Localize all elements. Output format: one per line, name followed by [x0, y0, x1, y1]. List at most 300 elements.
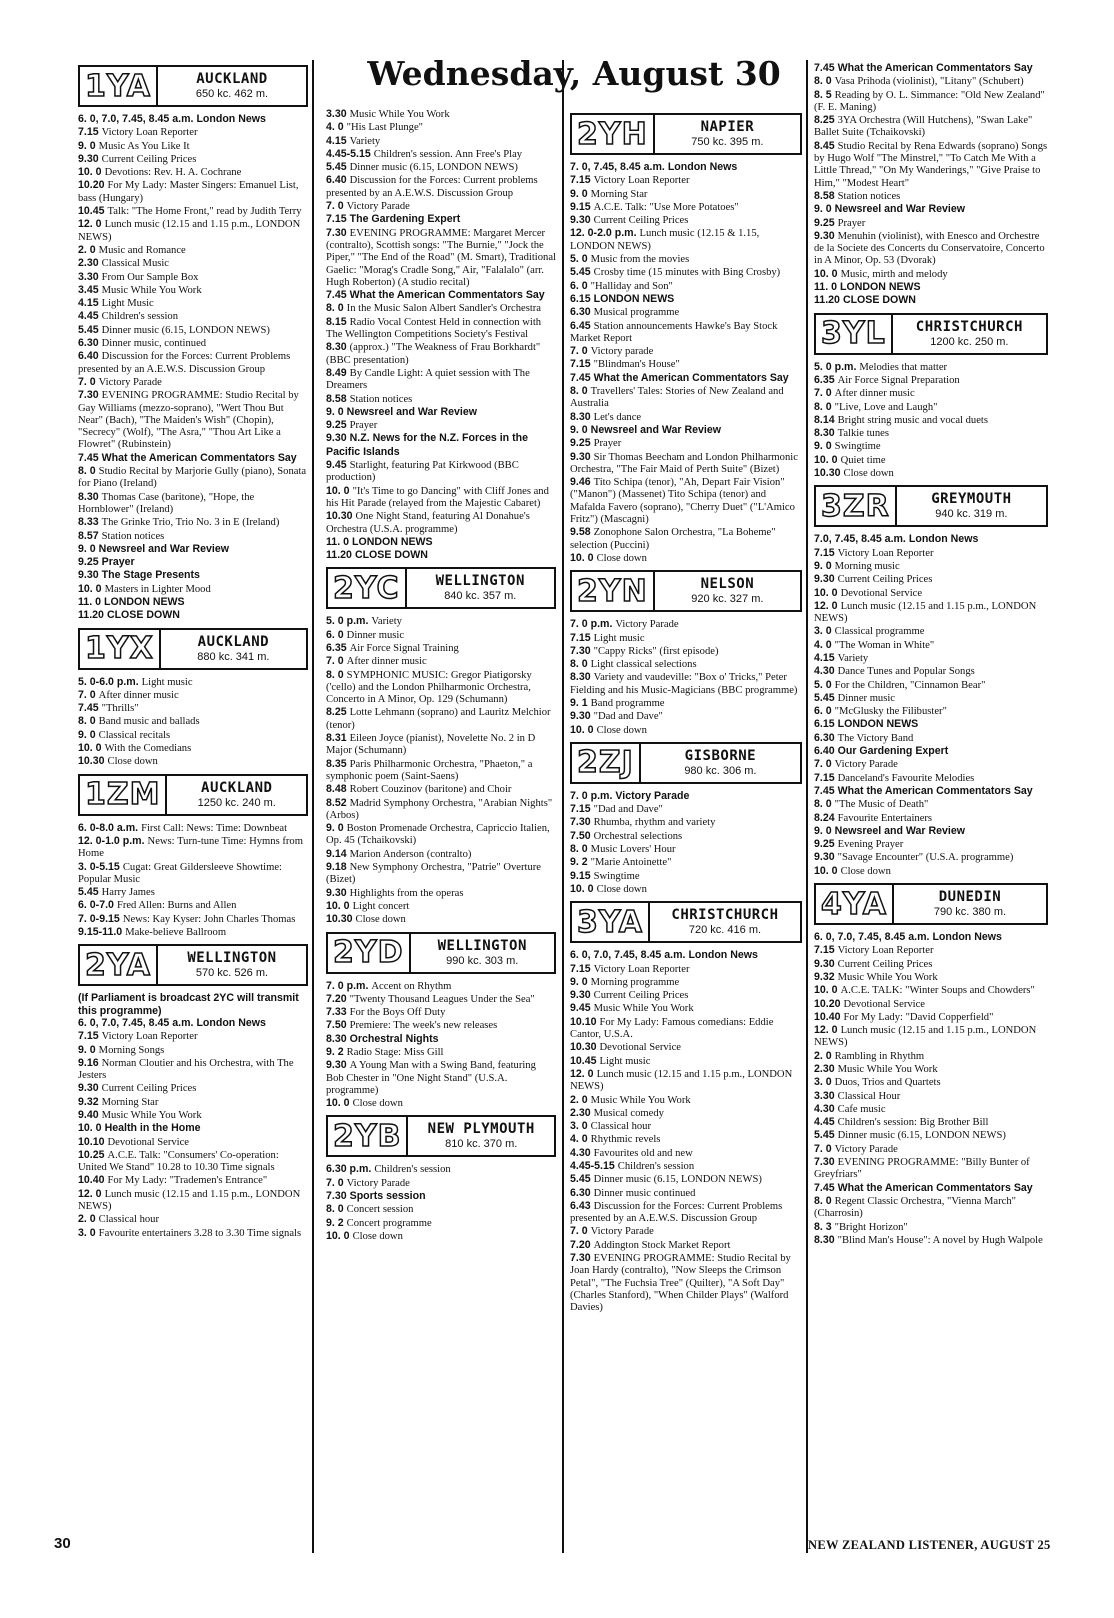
- programme-entry: [570, 306, 802, 319]
- station-frequency: 1250 kc. 240 m.: [197, 796, 276, 809]
- programme-entry: [78, 1227, 308, 1240]
- programme-entry: [570, 949, 802, 962]
- programme-time: 7. 0 p.m.: [570, 789, 613, 802]
- column-rule: [312, 60, 314, 1553]
- programme-title: Melodies that matter: [859, 361, 948, 373]
- programme-time: 9. 0: [78, 139, 96, 152]
- programme-time: 8.15: [326, 315, 347, 328]
- programme-title: Devotional Service: [843, 998, 926, 1010]
- programme-time: 7. 0: [814, 387, 832, 400]
- programme-entry: [814, 387, 1048, 400]
- programme-entry: [326, 161, 556, 174]
- programme-entry: [326, 367, 556, 393]
- programme-time: 7. 0: [814, 1142, 832, 1155]
- programme-entry: [570, 830, 802, 843]
- programme-time: 9.30: [570, 450, 591, 463]
- programme-title: Band programme: [590, 697, 665, 709]
- programme-entry: [78, 310, 308, 323]
- programme-entry: [814, 1024, 1048, 1050]
- programme-title: Victory Parade: [615, 789, 690, 802]
- programme-time: 7.15: [814, 771, 835, 784]
- programme-entry: [814, 440, 1048, 453]
- programme-time: 2.30: [814, 1063, 835, 1075]
- station-frequency: 720 kc. 416 m.: [688, 924, 762, 937]
- programme-title: Close down: [596, 883, 647, 895]
- programme-time: 8. 0: [326, 1203, 344, 1216]
- station-info: [158, 67, 306, 105]
- programme-title: Zonophone Salon Orchestra, "La Boheme" selection (Puccini): [570, 527, 776, 551]
- programme-entry: [814, 230, 1048, 268]
- programme-title: Premiere: The week's new releases: [349, 1020, 498, 1032]
- column-4: [814, 62, 1048, 1528]
- programme-entry: [78, 1149, 308, 1175]
- programme-time: 3.30: [814, 1089, 835, 1102]
- programme-entry: [814, 798, 1048, 811]
- programme-entry: [814, 758, 1048, 771]
- programme-time: 4.45: [78, 310, 99, 323]
- programme-title: The Stage Presents: [101, 569, 200, 582]
- programme-entry: [814, 140, 1048, 190]
- programme-title: Victory Loan Reporter: [101, 127, 198, 139]
- programme-title: Music from the movies: [590, 254, 690, 266]
- programme-time: 9.16: [78, 1056, 99, 1069]
- programme-entry: [78, 140, 308, 153]
- programme-time: 8.35: [326, 757, 347, 770]
- programme-time: 2.30: [570, 1106, 591, 1119]
- programme-time: 10. 0: [326, 484, 350, 497]
- programme-title: Dance Tunes and Popular Songs: [837, 666, 975, 678]
- programme-entry: [814, 998, 1048, 1011]
- programme-title: Light concert: [352, 900, 410, 912]
- programme-title: Victory parade: [590, 346, 654, 358]
- station-frequency: 810 kc. 370 m.: [445, 1138, 518, 1151]
- programme-time: 2. 0: [570, 1093, 588, 1106]
- programme-time: 5. 0: [570, 253, 588, 266]
- programme-title: Victory Loan Reporter: [593, 963, 690, 975]
- programme-time: 8. 5: [814, 88, 832, 101]
- programme-entry: [570, 1187, 802, 1200]
- programme-title: Current Ceiling Prices: [101, 1083, 197, 1095]
- programme-entry: [814, 639, 1048, 652]
- programme-entry: [326, 629, 556, 642]
- programme-title: "McGlusky the Filibuster": [834, 706, 947, 718]
- programme-time: 6. 0, 7.0, 7.45, 8.45 a.m.: [78, 1016, 194, 1029]
- programme-time: 7. 0 p.m.: [570, 618, 613, 631]
- programme-entry: [814, 533, 1048, 546]
- programme-time: 4.30: [814, 665, 835, 678]
- programme-time: 7.30: [326, 226, 347, 239]
- programme-title: Lunch music (12.15 and 1.15 p.m., LONDON NEWS): [814, 600, 1037, 625]
- programme-title: Music While You Work: [101, 1110, 202, 1121]
- programme-time: 7.15: [570, 962, 591, 975]
- programme-title: Morning Songs: [98, 1044, 165, 1056]
- programme-title: Music While You Work: [593, 1003, 694, 1015]
- programme-time: 9.32: [814, 970, 835, 983]
- programme-time: 7.15: [78, 1030, 99, 1043]
- programme-time: 9. 0: [814, 559, 832, 572]
- programme-time: 5.45: [814, 1129, 835, 1142]
- station-header: [570, 901, 802, 943]
- programme-entry: [814, 89, 1048, 115]
- programme-title: Paris Philharmonic Orchestra, "Phaeton," a symphonic poem (Saint-Saens): [326, 758, 533, 782]
- programme-time: 8.30: [78, 490, 99, 503]
- programme-time: 8. 0: [78, 465, 96, 478]
- station-header: [570, 113, 802, 155]
- programme-title: Current Ceiling Prices: [837, 958, 933, 970]
- programme-title: From Our Sample Box: [101, 271, 199, 283]
- station-header: [78, 628, 308, 670]
- programme-entry: [570, 1133, 802, 1146]
- station-name: NAPIER: [700, 119, 755, 135]
- programme-title: "Halliday and Son": [590, 280, 673, 292]
- programme-entry: [570, 1041, 802, 1054]
- station-logo: 2YH: [572, 115, 655, 153]
- programme-time: 9. 2: [326, 1216, 344, 1229]
- programme-time: 7. 0: [78, 688, 96, 701]
- programme-title: Classical hour: [98, 1214, 159, 1226]
- programme-entry: [78, 126, 308, 139]
- programme-time: 7. 0, 7.45, 8.45 a.m.: [570, 161, 665, 173]
- programme-time: 7.30: [570, 816, 591, 829]
- programme-entry: [78, 926, 308, 939]
- station-info: [655, 572, 800, 610]
- programme-time: 5.45: [326, 161, 347, 174]
- programme-title: EVENING PROGRAMME: Studio Recital by Gay Williams (mezzo-soprano), "Wert Thou But Near" (Bach), "The Maiden's Wish" (Chopin), "Secrecy" (Wolf), "The Asra," "Thou Art Like a Flowret" (Rubinstein): [78, 390, 299, 451]
- programme-entry: [78, 543, 308, 556]
- programme-time: 8. 0: [814, 1194, 832, 1207]
- station-info: [167, 776, 306, 814]
- programme-entry: [814, 785, 1048, 798]
- programme-title: Victory Loan Reporter: [101, 1031, 198, 1043]
- programme-entry: [570, 645, 802, 658]
- programme-time: 4.30: [814, 1102, 835, 1115]
- programme-entry: [814, 838, 1048, 851]
- programme-time: 7.45: [78, 702, 99, 715]
- programme-entry: [78, 284, 308, 297]
- programme-entry: [570, 451, 802, 477]
- programme-time: 9.30: [326, 1059, 347, 1072]
- programme-time: 8.30: [814, 427, 835, 440]
- programme-entry: [78, 465, 308, 491]
- programme-entry: [78, 702, 308, 715]
- programme-time: 10. 0: [814, 267, 838, 280]
- station-name: DUNEDIN: [938, 889, 1002, 906]
- programme-time: 11.20: [326, 549, 352, 562]
- programme-time: 7.45: [814, 1181, 835, 1194]
- programme-entry: [78, 886, 308, 899]
- programme-title: Music While You Work: [349, 109, 450, 120]
- programme-title: For My Lady: Master Singers: Emanuel List, bass (Hungary): [78, 180, 299, 204]
- programme-title: Concert session: [346, 1204, 414, 1216]
- programme-title: LONDON NEWS: [593, 292, 675, 305]
- programme-entry: [78, 491, 308, 517]
- programme-title: EVENING PROGRAMME: Studio Recital by Joan Hardy (contralto), "Now Sleeps the Crimson Petal", "The Fuchsia Tree" (Quilter), "A Soft Day" (Charles Stanford), "When Childer Plays" (Walford Davies): [570, 1253, 791, 1314]
- programme-time: 5. 0 p.m.: [326, 615, 369, 628]
- station-logo: 2YA: [80, 946, 158, 984]
- programme-entry: [814, 454, 1048, 467]
- programme-time: 9.15: [570, 200, 591, 213]
- programme-title: In the Music Salon Albert Sandler's Orchestra: [346, 303, 541, 315]
- programme-time: 9.58: [570, 526, 591, 539]
- programme-time: 8.49: [326, 366, 347, 379]
- programme-time: 12. 0-2.0 p.m.: [570, 227, 637, 240]
- programme-time: 8.58: [326, 392, 347, 405]
- programme-time: 4.30: [570, 1146, 591, 1159]
- programme-time: 9. 1: [570, 696, 588, 709]
- programme-time: 5.45: [78, 323, 99, 336]
- programme-entry: [570, 658, 802, 671]
- programme-title: Air Force Signal Training: [349, 642, 459, 654]
- programme-title: Light Music: [101, 298, 154, 310]
- programme-entry: [326, 861, 556, 887]
- programme-title: News: Turn-tune Time: Hymns from Home: [78, 835, 303, 860]
- programme-title: Starlight, featuring Pat Kirkwood (BBC production): [326, 460, 519, 484]
- programme-time: 7.30: [78, 389, 99, 402]
- programme-time: 6.40: [326, 174, 347, 187]
- programme-time: 12. 0: [78, 218, 102, 231]
- programme-title: First Call: News: Time: Downbeat: [141, 822, 288, 834]
- programme-time: 5. 0 p.m.: [814, 360, 857, 373]
- programme-entry: [814, 203, 1048, 216]
- programme-entry: [814, 625, 1048, 638]
- programme-title: Current Ceiling Prices: [837, 574, 933, 586]
- programme-time: 7.20: [570, 1238, 591, 1251]
- programme-title: Bright string music and vocal duets: [837, 414, 988, 426]
- programme-title: Close down: [355, 914, 406, 926]
- programme-title: "Blindman's House": [593, 359, 680, 371]
- programme-title: Victory Loan Reporter: [837, 547, 934, 559]
- programme-entry: [326, 1217, 556, 1230]
- programme-title: "His Last Plunge": [346, 122, 424, 134]
- programme-time: 7.15: [570, 803, 591, 816]
- programme-title: London News: [908, 533, 979, 546]
- programme-title: Robert Couzinov (baritone) and Choir: [349, 784, 512, 796]
- programme-title: Victory Parade: [346, 201, 410, 213]
- programme-time: 9. 0: [570, 423, 588, 436]
- programme-entry: [78, 861, 308, 887]
- programme-title: Highlights from the operas: [349, 887, 464, 899]
- station-name: CHRISTCHURCH: [915, 318, 1023, 335]
- programme-time: 9.25: [814, 216, 835, 229]
- station-info: [407, 569, 554, 607]
- programme-title: For My Lady: "Trademen's Entrance": [107, 1175, 268, 1187]
- programme-entry: [814, 374, 1048, 387]
- programme-entry: [570, 1225, 802, 1238]
- programme-time: 2.30: [78, 257, 99, 270]
- station-header: [570, 570, 802, 612]
- programme-title: London News: [196, 113, 266, 125]
- programme-time: 7. 0: [326, 200, 344, 213]
- programme-entry: [570, 843, 802, 856]
- programme-title: LONDON NEWS: [103, 595, 185, 608]
- station-frequency: 750 kc. 395 m.: [691, 136, 764, 148]
- station-frequency: 980 kc. 306 m.: [684, 764, 757, 777]
- programme-time: 7. 0: [326, 655, 344, 668]
- programme-entry: [570, 437, 802, 450]
- programme-entry: [326, 783, 556, 796]
- programme-title: Rambling in Rhythm: [834, 1050, 925, 1062]
- programme-title: For My Lady: Famous comedians: Eddie Cantor, U.S.A.: [570, 1016, 774, 1041]
- programme-title: "Cappy Ricks" (first episode): [593, 645, 719, 657]
- programme-entry: [326, 1033, 556, 1046]
- programme-entry: [326, 485, 556, 511]
- programme-title: Current Ceiling Prices: [593, 215, 689, 227]
- programme-title: News: Kay Kyser: John Charles Thomas: [122, 913, 296, 925]
- programme-entry: [78, 1030, 308, 1043]
- programme-entry: [814, 294, 1048, 307]
- station-header: [814, 883, 1048, 925]
- station-logo: 2ZJ: [572, 744, 641, 782]
- programme-entry: [814, 679, 1048, 692]
- station-logo: 1ZM: [80, 776, 167, 814]
- programme-title: Rhythmic revels: [590, 1134, 661, 1146]
- programme-entry: [78, 271, 308, 284]
- programme-entry: [814, 547, 1048, 560]
- programme-entry: [814, 1195, 1048, 1221]
- programme-time: 6.40: [814, 745, 835, 758]
- programme-entry: [78, 1136, 308, 1149]
- station-name: AUCKLAND: [201, 779, 273, 796]
- programme-title: Prayer: [837, 217, 866, 229]
- programme-entry: [326, 406, 556, 419]
- programme-entry: [78, 715, 308, 728]
- station-info: [650, 903, 800, 941]
- programme-title: Cafe music: [837, 1103, 886, 1115]
- programme-time: 8.30: [326, 341, 347, 354]
- programme-entry: [570, 1147, 802, 1160]
- programme-entry: [78, 689, 308, 702]
- programme-entry: [814, 401, 1048, 414]
- programme-entry: [570, 411, 802, 424]
- programme-entry: [814, 427, 1048, 440]
- programme-entry: [78, 1044, 308, 1057]
- programme-time: 10. 0: [326, 1229, 350, 1242]
- programme-entry: [326, 419, 556, 432]
- programme-title: A.C.E. Talk: "Use More Potatoes": [593, 201, 739, 213]
- programme-title: Musical programme: [593, 307, 680, 319]
- programme-entry: [78, 389, 308, 451]
- programme-time: 8.30: [570, 671, 591, 684]
- programme-title: "Live, Love and Laugh": [834, 401, 938, 413]
- programme-title: Favourite Entertainers: [837, 812, 933, 824]
- programme-time: 10.45: [78, 205, 105, 218]
- programme-entry: [78, 516, 308, 529]
- programme-title: Lunch music (12.15 and 1.15 p.m., LONDON NEWS): [814, 1025, 1037, 1049]
- programme-entry: [814, 217, 1048, 230]
- programme-title: Close down: [596, 724, 647, 736]
- programme-time: 8. 0: [326, 668, 344, 681]
- programme-time: 7.50: [570, 829, 591, 842]
- programme-title: Prayer: [101, 556, 135, 569]
- programme-time: 8.48: [326, 783, 347, 796]
- programme-title: Harry James: [101, 887, 155, 899]
- programme-entry: [814, 958, 1048, 971]
- programme-time: 7.45: [570, 371, 591, 384]
- programme-entry: [570, 293, 802, 306]
- programme-entry: [78, 569, 308, 582]
- programme-entry: [78, 676, 308, 689]
- programme-entry: [326, 642, 556, 655]
- programme-time: 7.30: [326, 1190, 347, 1203]
- programme-title: Victory Loan Reporter: [593, 175, 690, 187]
- programme-title: Fred Allen: Burns and Allen: [116, 900, 237, 912]
- programme-entry: [570, 227, 802, 253]
- programme-title: What the American Commentators Say: [349, 289, 545, 302]
- programme-entry: [326, 227, 556, 289]
- programme-title: For My Lady: "David Copperfield": [843, 1011, 994, 1023]
- programme-time: 7.20: [326, 992, 347, 1005]
- programme-title: Band music and ballads: [98, 716, 200, 728]
- programme-time: 10.30: [78, 755, 105, 768]
- programme-title: Lunch music (12.15 and 1.15 p.m., LONDON NEWS): [78, 219, 301, 243]
- programme-entry: [326, 1006, 556, 1019]
- programme-entry: [78, 1057, 308, 1083]
- programme-time: 8.30: [814, 1233, 835, 1246]
- station-frequency: 790 kc. 380 m.: [933, 906, 1007, 919]
- station-frequency: 650 kc. 462 m.: [195, 88, 269, 100]
- programme-time: 9.25: [814, 838, 835, 851]
- station-header: [326, 932, 556, 974]
- programme-title: Eileen Joyce (pianist), Novelette No. 2 in D Major (Schumann): [326, 733, 536, 757]
- programme-title: Masters in Lighter Mood: [104, 583, 211, 595]
- programme-entry: [570, 266, 802, 279]
- station-logo: 3YL: [816, 315, 893, 353]
- station-name: GISBORNE: [684, 747, 757, 764]
- programme-entry: [78, 1096, 308, 1109]
- programme-time: 3. 0: [78, 1226, 96, 1239]
- programme-time: 6.45: [570, 319, 591, 332]
- programme-title: Morning Star: [101, 1096, 159, 1108]
- programme-time: 9. 2: [570, 856, 588, 869]
- programme-title: Classical recitals: [98, 729, 171, 741]
- programme-time: 2. 0: [78, 1213, 96, 1226]
- programme-title: "Bright Horizon": [834, 1221, 908, 1233]
- station-info: [408, 1117, 554, 1155]
- programme-entry: [570, 385, 802, 411]
- programme-entry: [570, 161, 802, 174]
- programme-time: 9.25: [326, 419, 347, 432]
- programme-entry: [78, 1082, 308, 1095]
- programme-time: 7.45: [78, 451, 99, 464]
- station-logo: 2YB: [328, 1117, 408, 1155]
- programme-time: 7. 0 p.m.: [326, 979, 369, 992]
- programme-time: 6. 0-7.0: [78, 899, 114, 912]
- programme-time: 2. 0: [78, 243, 96, 256]
- programme-entry: [814, 745, 1048, 758]
- programme-title: LONDON NEWS: [837, 718, 919, 731]
- station-name: GREYMOUTH: [931, 491, 1012, 508]
- station-frequency: 1200 kc. 250 m.: [930, 335, 1009, 348]
- programme-time: 3.30: [326, 108, 347, 120]
- programme-title: Talkie tunes: [837, 428, 889, 440]
- programme-title: Newsreel and War Review: [834, 203, 965, 216]
- programme-time: 9.30: [570, 710, 591, 723]
- programme-time: 9. 0: [326, 822, 344, 835]
- programme-title: Boston Promenade Orchestra, Capriccio Italien, Op. 45 (Tchaikovski): [326, 823, 550, 847]
- programme-entry: [814, 190, 1048, 203]
- programme-time: 9.30: [326, 432, 347, 445]
- programme-entry: [78, 297, 308, 310]
- programme-entry: [78, 1017, 308, 1030]
- programme-title: "Marie Antoinette": [590, 857, 672, 869]
- programme-entry: [814, 467, 1048, 480]
- programme-entry: [814, 1090, 1048, 1103]
- programme-entry: [78, 1188, 308, 1214]
- programme-entry: [814, 361, 1048, 374]
- programme-time: 9. 2: [326, 1046, 344, 1058]
- programme-time: 7.15: [78, 126, 99, 139]
- programme-entry: [814, 1156, 1048, 1182]
